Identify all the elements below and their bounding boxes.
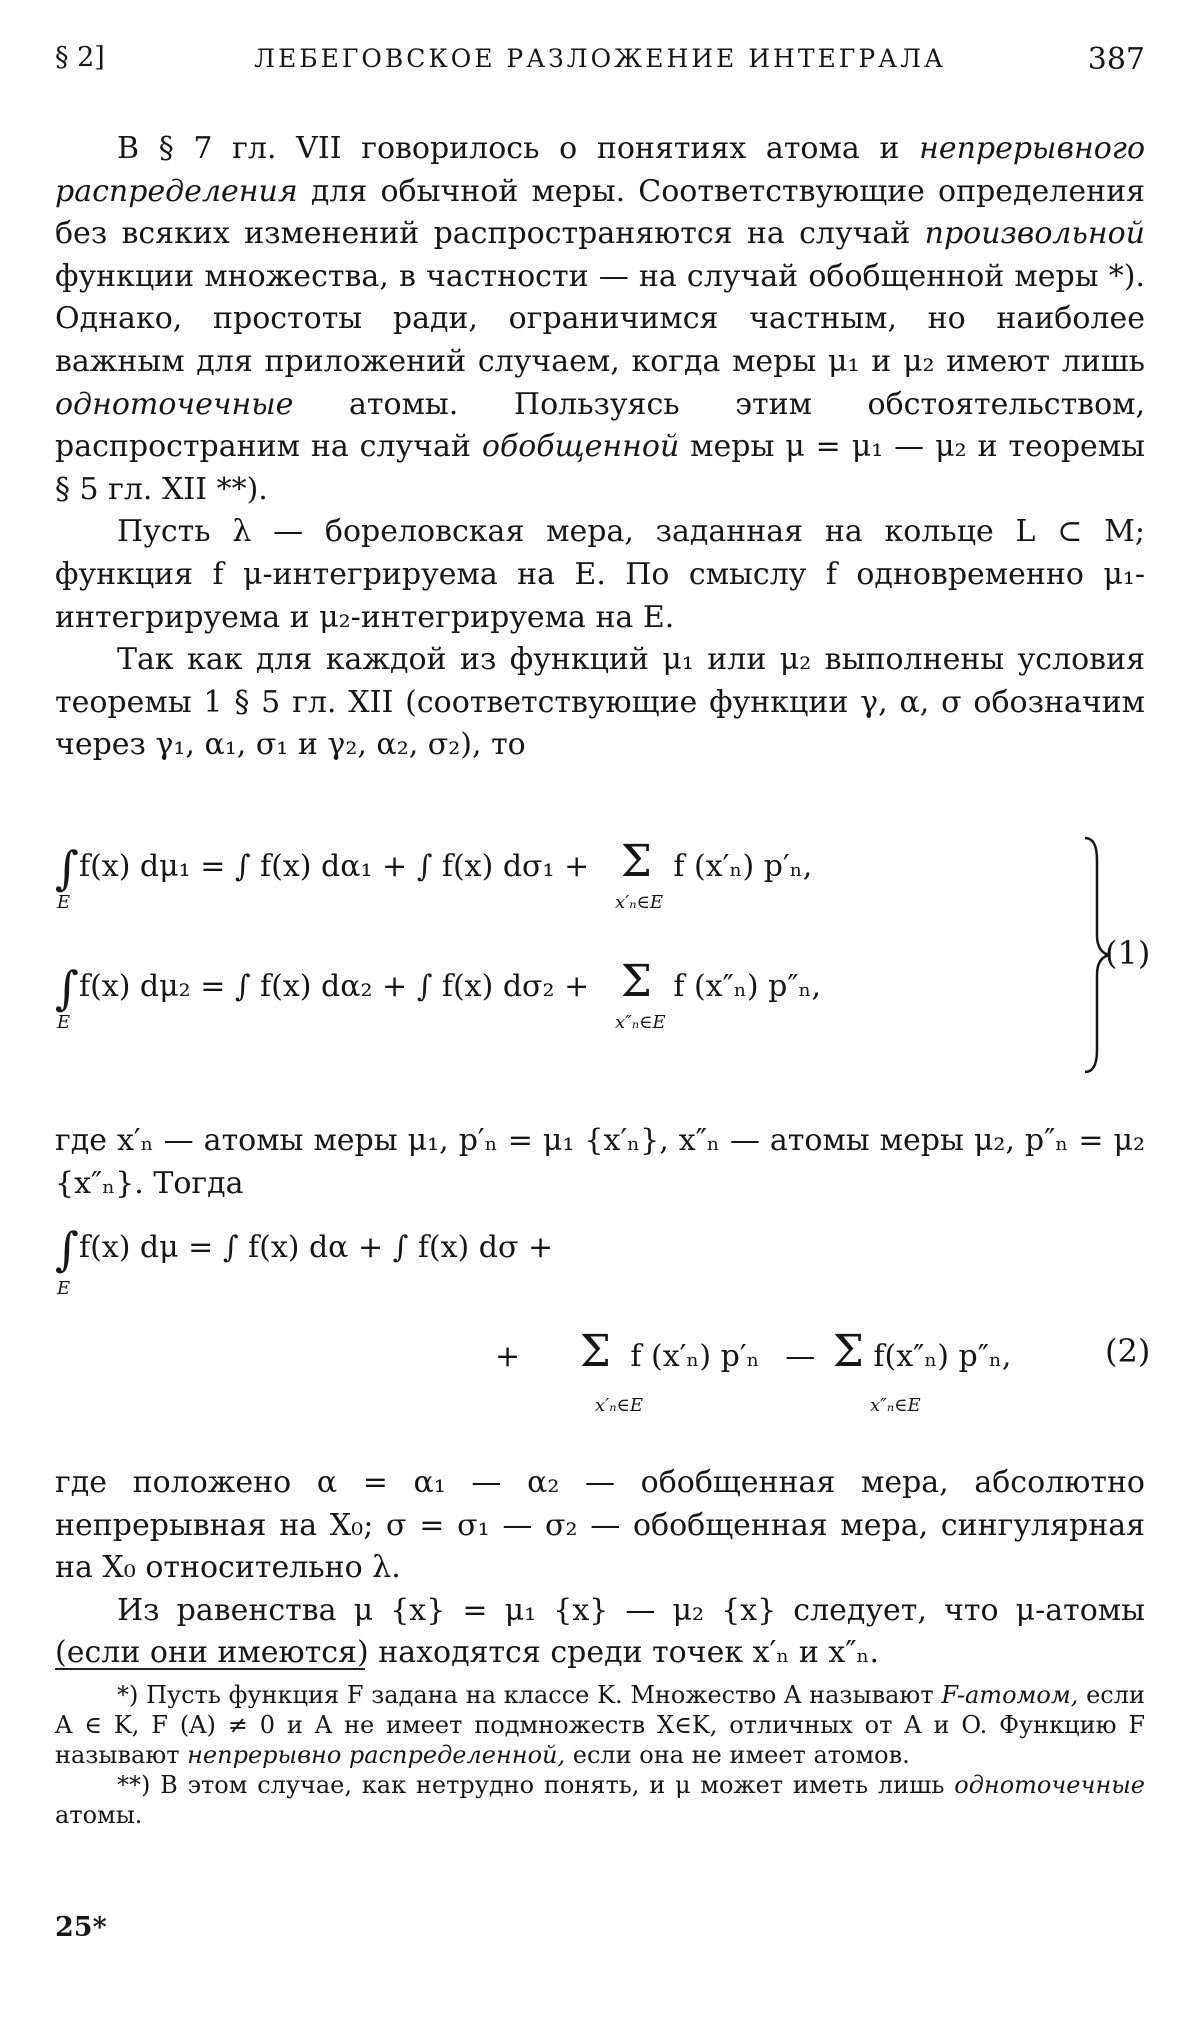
formula-1 [55, 830, 1151, 1080]
sum-subscript: x′ₙ∈E [615, 892, 663, 913]
equation-number-2: (2) [1105, 1332, 1151, 1370]
equation-number-1: (1) [1105, 934, 1151, 972]
sum-subscript: x′ₙ∈E [595, 1395, 643, 1416]
formula-2-line-1: ∫f(x) dμ = ∫ f(x) dα + ∫ f(x) dσ + [55, 1222, 554, 1276]
paragraph-theorem: Так как для каждой из функций μ₁ или μ₂ выполнены условия теоремы 1 § 5 гл. XII (соответствующие функции γ, α, σ обозначим через γ₁, α₁, σ₁ и γ₂, α₂, σ₂), то [55, 642, 1145, 763]
limit-E: E [57, 892, 71, 913]
paragraph-equality: Из равенства μ {x} = μ₁ {x} — μ₂ {x} следует, что μ-атомы (если они имеются) находятся среди точек x′ₙ и x″ₙ. [55, 1592, 1145, 1671]
paragraph-where-atoms: где x′ₙ — атомы меры μ₁, p′ₙ = μ₁ {x′ₙ}, x″ₙ — атомы меры μ₂, p″ₙ = μ₂ {x″ₙ}. Тогда [55, 1123, 1145, 1201]
text-block-top [55, 128, 1145, 767]
formula-2-line-2: + Σ f (x′ₙ) p′ₙ — Σ f(x″ₙ) p″ₙ, [495, 1326, 1012, 1377]
footnote-2: **) В этом случае, как нетрудно понять, и μ может иметь лишь одноточечные атомы. [55, 1771, 1145, 1829]
paragraph-borel: Пусть λ — бореловская мера, заданная на кольце L ⊂ M; функция f μ-интегрируема на E. По смыслу f одновременно μ₁-интегрируема и μ₂-интегрируема на E. [55, 514, 1145, 635]
paragraph-atoms: В § 7 гл. VII говорилось о понятиях атома и непрерывного распределения для обычной меры. Соответствующие определения без всяких изменений распространяются на случай произвольной функции множества, в частности — на случай обобщенной меры *). Однако, простоты ради, ограничимся частным, но наиболее важным для приложений случаем, когда меры μ₁ и μ₂ имеют лишь одноточечные атомы. Пользуясь этим обстоятельством, распространим на случай обобщенной меры μ = μ₁ — μ₂ и теоремы § 5 гл. XII **). [55, 131, 1146, 507]
sum-subscript: x″ₙ∈E [870, 1395, 921, 1416]
formula-1-line-2: ∫f(x) dμ₂ = ∫ f(x) dα₂ + ∫ f(x) dσ₂ + Σ f (x″ₙ) p″ₙ, [55, 956, 822, 1015]
page-number: 387 [1087, 42, 1145, 77]
running-title: ЛЕБЕГОВСКОЕ РАЗЛОЖЕНИЕ ИНТЕГРАЛА [254, 44, 946, 73]
running-header [55, 42, 1145, 82]
text-block-bottom [55, 1462, 1145, 1675]
signature-mark: 25* [55, 1912, 107, 1943]
footnote-rule [55, 1668, 365, 1670]
footnote-1: *) Пусть функция F задана на классе K. Множество A называют F-атомом, если A ∈ K, F (A) ≠ 0 и A не имеет подмножеств X∈K, отличных от A и O. Функцию F называют непрерывно распределенной, если она не имеет атомов. [55, 1681, 1145, 1769]
formula-1-line-1: ∫f(x) dμ₁ = ∫ f(x) dα₁ + ∫ f(x) dσ₁ + Σ f (x′ₙ) p′ₙ, [55, 836, 813, 895]
formula-2 [55, 1220, 1151, 1450]
limit-E: E [57, 1012, 71, 1033]
text-block-middle [55, 1120, 1145, 1205]
footnotes [55, 1680, 1145, 1830]
section-mark: § 2] [55, 42, 105, 73]
limit-E: E [57, 1278, 71, 1299]
sum-subscript: x″ₙ∈E [615, 1012, 666, 1033]
paragraph-generalized: где положено α = α₁ — α₂ — обобщенная мера, абсолютно непрерывная на X₀; σ = σ₁ — σ₂ — обобщенная мера, сингулярная на X₀ относительно λ. [55, 1465, 1145, 1586]
